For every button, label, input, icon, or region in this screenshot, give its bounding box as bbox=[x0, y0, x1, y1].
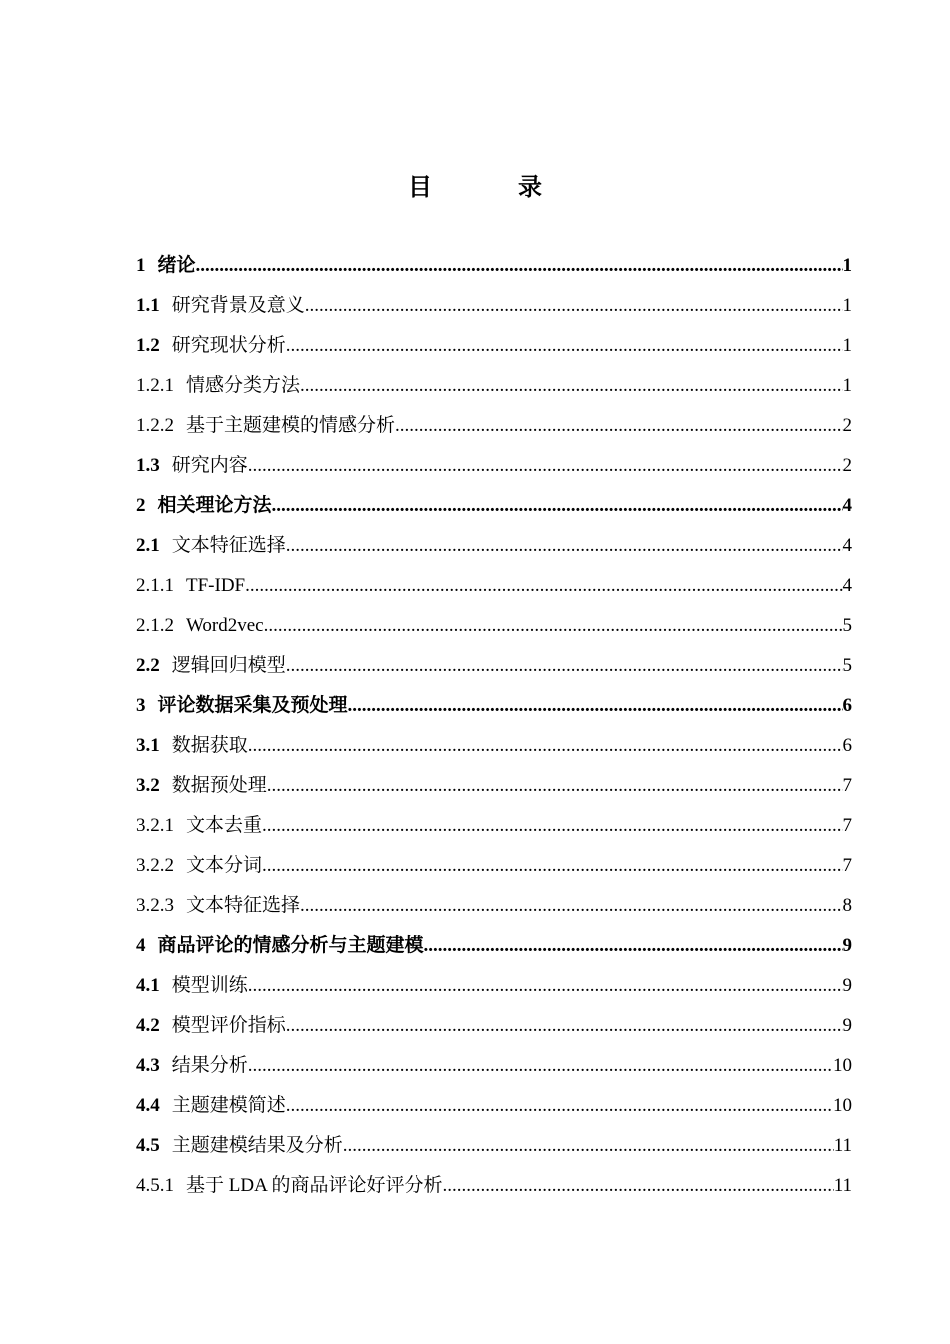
toc-entry-number: 1.2.2 bbox=[136, 415, 174, 436]
toc-entry-4-5[interactable] bbox=[136, 1126, 852, 1166]
toc-entry-label: 研究背景及意义 bbox=[171, 295, 305, 316]
toc-entry-number: 1.1 bbox=[136, 295, 160, 316]
toc-entry-1[interactable] bbox=[136, 246, 852, 286]
toc-dot-leader bbox=[395, 406, 842, 446]
toc-entry-page-number: 7 bbox=[842, 815, 852, 836]
toc-entry-2-1[interactable] bbox=[136, 526, 852, 566]
toc-entry-label: 文本分词 bbox=[186, 855, 263, 876]
toc-entry-label: 情感分类方法 bbox=[186, 375, 301, 396]
toc-entry-number: 4.4 bbox=[136, 1095, 160, 1116]
toc-dot-leader bbox=[248, 966, 843, 1006]
toc-entry-number: 4 bbox=[136, 935, 146, 956]
toc-entry-3-2-1[interactable] bbox=[136, 806, 852, 846]
toc-entry-1-2[interactable] bbox=[136, 326, 852, 366]
toc-dot-leader bbox=[300, 886, 842, 926]
toc-entry-label: Word2vec bbox=[186, 615, 264, 636]
toc-entry-number: 1.2.1 bbox=[136, 375, 174, 396]
toc-entry-page-number: 11 bbox=[833, 1175, 852, 1196]
toc-dot-leader bbox=[286, 1006, 843, 1046]
toc-entry-label: TF-IDF bbox=[186, 575, 246, 596]
toc-dot-leader bbox=[343, 1126, 834, 1166]
toc-dot-leader bbox=[248, 1046, 833, 1086]
toc-entry-page-number: 1 bbox=[842, 335, 852, 356]
toc-entry-number: 3.2 bbox=[136, 775, 160, 796]
toc-entry-label: 文本特征选择 bbox=[186, 895, 301, 916]
toc-dot-leader bbox=[248, 446, 843, 486]
toc-entry-number: 2.2 bbox=[136, 655, 160, 676]
toc-dot-leader bbox=[262, 806, 842, 846]
toc-entry-1-3[interactable] bbox=[136, 446, 852, 486]
toc-entry-label: 文本去重 bbox=[186, 815, 263, 836]
toc-entry-4-2[interactable] bbox=[136, 1006, 852, 1046]
toc-entry-page-number: 2 bbox=[842, 455, 852, 476]
toc-entry-number: 2 bbox=[136, 495, 146, 516]
toc-entry-page-number: 5 bbox=[842, 655, 852, 676]
toc-entry-page-number: 8 bbox=[842, 895, 852, 916]
toc-entry-2-2[interactable] bbox=[136, 646, 852, 686]
toc-dot-leader bbox=[245, 566, 842, 606]
toc-entry-page-number: 10 bbox=[833, 1055, 852, 1076]
toc-entry-label: 评论数据采集及预处理 bbox=[157, 695, 348, 716]
toc-entry-label: 结果分析 bbox=[171, 1055, 248, 1076]
toc-entry-4-5-1[interactable] bbox=[136, 1166, 852, 1206]
toc-entry-4[interactable] bbox=[136, 926, 852, 966]
toc-entry-page-number: 1 bbox=[842, 295, 852, 316]
toc-entry-number: 1.2 bbox=[136, 335, 160, 356]
toc-dot-leader bbox=[262, 846, 842, 886]
toc-entry-number: 3 bbox=[136, 695, 146, 716]
toc-entry-3-2-2[interactable] bbox=[136, 846, 852, 886]
toc-entry-page-number: 9 bbox=[842, 935, 852, 956]
toc-entry-number: 4.3 bbox=[136, 1055, 160, 1076]
toc-entry-label: 数据预处理 bbox=[171, 775, 267, 796]
toc-entry-page-number: 4 bbox=[842, 575, 852, 596]
toc-entry-2-1-2[interactable] bbox=[136, 606, 852, 646]
toc-title: 目 录 bbox=[408, 175, 582, 201]
toc-entry-page-number: 9 bbox=[842, 975, 852, 996]
toc-dot-leader bbox=[286, 326, 843, 366]
toc-dot-leader bbox=[286, 646, 843, 686]
toc-entry-label: 相关理论方法 bbox=[157, 495, 272, 516]
toc-entry-page-number: 1 bbox=[842, 255, 852, 276]
toc-entry-1-1[interactable] bbox=[136, 286, 852, 326]
toc-entry-2[interactable] bbox=[136, 486, 852, 526]
toc-dot-leader bbox=[196, 246, 843, 286]
toc-entry-label: 数据获取 bbox=[171, 735, 248, 756]
toc-entry-3-2[interactable] bbox=[136, 766, 852, 806]
toc-entry-page-number: 4 bbox=[842, 535, 852, 556]
toc-dot-leader bbox=[300, 366, 842, 406]
toc-entry-label: 基于 LDA 的商品评论好评分析 bbox=[186, 1175, 443, 1196]
toc-entry-page-number: 6 bbox=[842, 695, 852, 716]
toc-entry-number: 1 bbox=[136, 255, 146, 276]
toc-entry-label: 模型训练 bbox=[171, 975, 248, 996]
toc-entry-4-1[interactable] bbox=[136, 966, 852, 1006]
toc-entry-number: 4.5.1 bbox=[136, 1175, 174, 1196]
toc-dot-leader bbox=[264, 606, 843, 646]
toc-entry-page-number: 6 bbox=[842, 735, 852, 756]
toc-entry-1-2-1[interactable] bbox=[136, 366, 852, 406]
toc-entry-2-1-1[interactable] bbox=[136, 566, 852, 606]
toc-dot-leader bbox=[272, 486, 843, 526]
toc-dot-leader bbox=[286, 526, 843, 566]
toc-dot-leader bbox=[424, 926, 843, 966]
toc-entry-label: 基于主题建模的情感分析 bbox=[186, 415, 396, 436]
toc-entry-label: 逻辑回归模型 bbox=[171, 655, 286, 676]
toc-entry-number: 3.2.1 bbox=[136, 815, 174, 836]
toc-entry-number: 2.1.2 bbox=[136, 615, 174, 636]
toc-dot-leader bbox=[286, 1086, 833, 1126]
toc-entry-page-number: 9 bbox=[842, 1015, 852, 1036]
toc-entry-page-number: 10 bbox=[833, 1095, 852, 1116]
toc-entry-number: 4.2 bbox=[136, 1015, 160, 1036]
toc-entry-page-number: 7 bbox=[842, 775, 852, 796]
toc-entry-1-2-2[interactable] bbox=[136, 406, 852, 446]
toc-entry-page-number: 5 bbox=[842, 615, 852, 636]
toc-entry-number: 3.1 bbox=[136, 735, 160, 756]
toc-entry-label: 研究现状分析 bbox=[171, 335, 286, 356]
toc-entry-page-number: 2 bbox=[842, 415, 852, 436]
toc-entry-label: 绪论 bbox=[157, 255, 196, 276]
toc-entry-label: 模型评价指标 bbox=[171, 1015, 286, 1036]
toc-dot-leader bbox=[267, 766, 843, 806]
toc-dot-leader bbox=[305, 286, 843, 326]
toc-entry-number: 2.1 bbox=[136, 535, 160, 556]
toc-entry-4-3[interactable] bbox=[136, 1046, 852, 1086]
toc-entry-label: 文本特征选择 bbox=[171, 535, 286, 556]
toc-entry-number: 1.3 bbox=[136, 455, 160, 476]
toc-entry-label: 商品评论的情感分析与主题建模 bbox=[157, 935, 424, 956]
toc-entry-label: 研究内容 bbox=[171, 455, 248, 476]
toc-entry-number: 4.1 bbox=[136, 975, 160, 996]
toc-entry-number: 4.5 bbox=[136, 1135, 160, 1156]
toc-entry-page-number: 11 bbox=[833, 1135, 852, 1156]
toc-entry-number: 3.2.2 bbox=[136, 855, 174, 876]
toc-entry-label: 主题建模结果及分析 bbox=[171, 1135, 343, 1156]
toc-dot-leader bbox=[248, 726, 843, 766]
toc-entry-3-2-3[interactable] bbox=[136, 886, 852, 926]
toc-entry-number: 3.2.3 bbox=[136, 895, 174, 916]
toc-entry-3[interactable] bbox=[136, 686, 852, 726]
toc-list bbox=[136, 246, 852, 1206]
toc-entry-number: 2.1.1 bbox=[136, 575, 174, 596]
toc-entry-page-number: 1 bbox=[842, 375, 852, 396]
toc-entry-3-1[interactable] bbox=[136, 726, 852, 766]
toc-entry-label: 主题建模简述 bbox=[171, 1095, 286, 1116]
toc-dot-leader bbox=[443, 1166, 834, 1206]
toc-entry-page-number: 4 bbox=[842, 495, 852, 516]
toc-entry-page-number: 7 bbox=[842, 855, 852, 876]
toc-entry-4-4[interactable] bbox=[136, 1086, 852, 1126]
toc-dot-leader bbox=[348, 686, 843, 726]
